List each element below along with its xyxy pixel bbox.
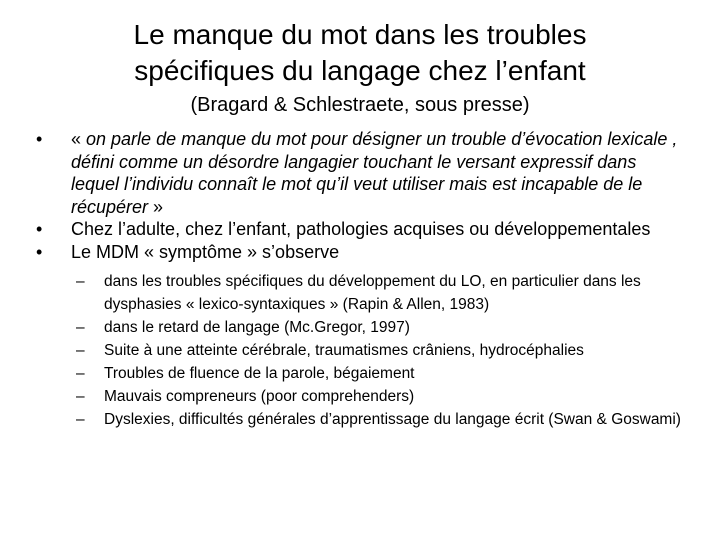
dash-marker: – xyxy=(76,342,85,359)
slide-content xyxy=(0,128,720,431)
bullet-marker: • xyxy=(36,241,43,262)
sub-bullet-text: Dyslexies, difficultés générales d’apprentissage du langage écrit (Swan & Goswami) xyxy=(104,411,681,428)
sub-bullet-item xyxy=(0,339,720,362)
title-line-1: Le manque du mot dans les troubles xyxy=(133,19,587,50)
bullet-text xyxy=(71,129,677,217)
sub-bullet-text: dans le retard de langage (Mc.Gregor, 1997) xyxy=(104,319,410,336)
sub-bullet-list xyxy=(0,270,720,431)
slide-subtitle: (Bragard & Schlestraete, sous presse) xyxy=(190,94,530,116)
definition-quote: on parle de manque du mot pour désigner un trouble d’évocation lexicale , défini comme un désordre langagier touchant le versant expressif dans lequel l’individu connaît le mot qu’il veut utiliser mais est incapable de le récupérer xyxy=(71,129,678,217)
slide-title xyxy=(60,17,660,89)
open-quote: « xyxy=(71,129,87,149)
bullet-item-definition xyxy=(0,128,720,218)
bullet-text: Le MDM « symptôme » s’observe xyxy=(71,241,340,262)
sub-bullet-item xyxy=(0,385,720,408)
bullet-marker: • xyxy=(36,129,43,149)
bullet-marker: • xyxy=(36,219,43,239)
dash-marker: – xyxy=(76,273,85,290)
sub-bullet-item xyxy=(0,316,720,339)
sub-bullet-text: Suite à une atteinte cérébrale, traumatismes crâniens, hydrocéphalies xyxy=(104,342,584,359)
dash-marker: – xyxy=(76,388,85,405)
bullet-item-population xyxy=(0,218,720,241)
title-line-2: spécifiques du langage chez l’enfant xyxy=(134,55,586,86)
sub-bullet-text: Mauvais compreneurs (poor comprehenders) xyxy=(104,388,415,405)
sub-bullet-item xyxy=(0,408,720,431)
sub-bullet-item xyxy=(0,362,720,385)
dash-marker: – xyxy=(76,319,85,336)
dash-marker: – xyxy=(76,365,85,382)
dash-marker: – xyxy=(76,411,85,428)
sub-bullet-text: dans les troubles spécifiques du développement du LO, en particulier dans les dysphasies « lexico-syntaxiques » (Rapin & Allen, 1983) xyxy=(104,273,641,313)
bullet-text: Chez l’adulte, chez l’enfant, pathologies acquises ou développementales xyxy=(71,219,651,239)
bullet-item-symptom xyxy=(0,241,720,264)
sub-bullet-item xyxy=(0,270,720,316)
close-quote: » xyxy=(148,196,164,217)
sub-bullet-text: Troubles de fluence de la parole, bégaiement xyxy=(104,365,415,382)
